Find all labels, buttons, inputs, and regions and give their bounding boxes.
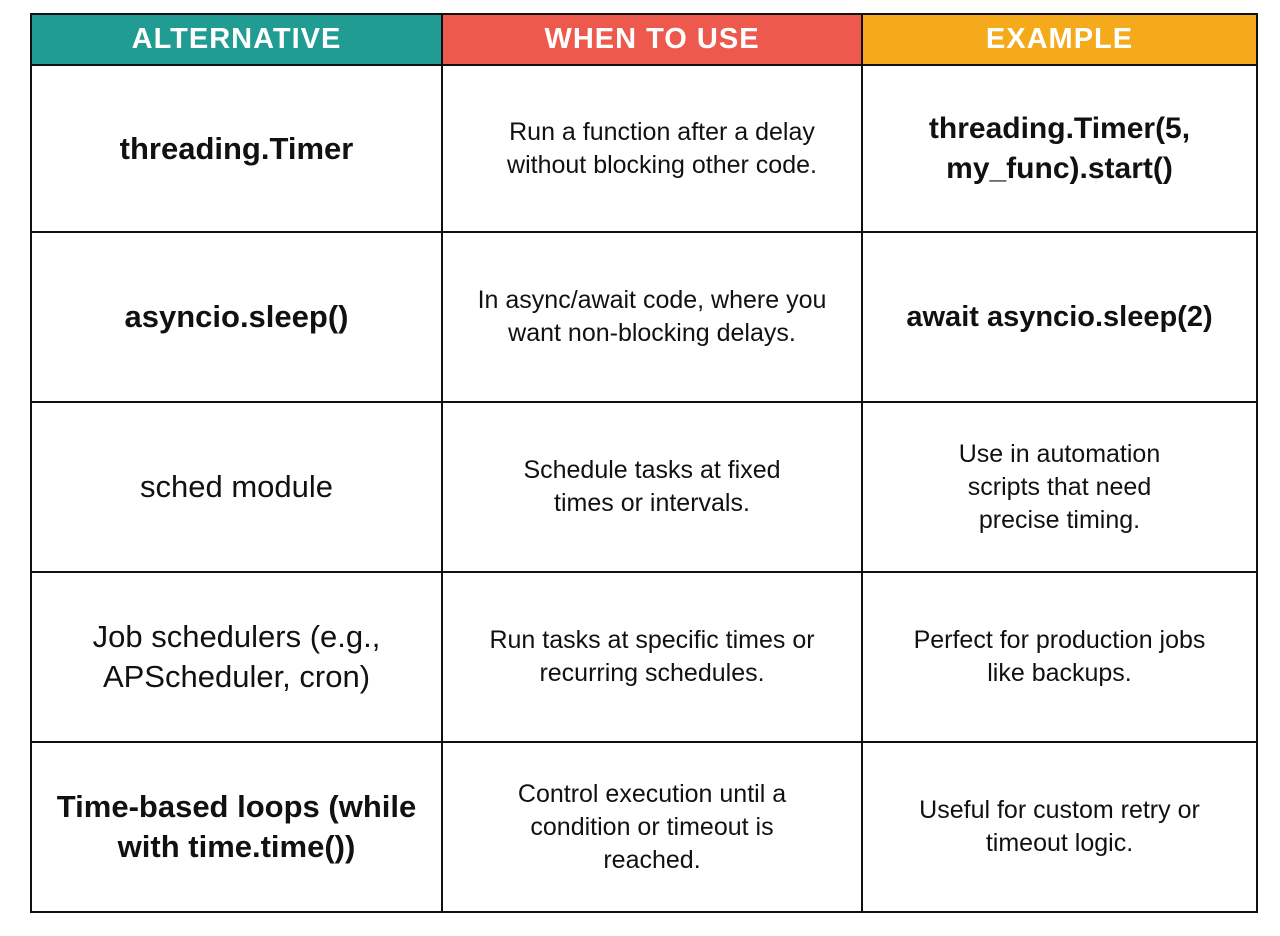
table-cell-example: [863, 403, 1256, 573]
when-text: Schedule tasks at fixed times or intervals.: [523, 456, 781, 517]
table-cell-alternative: [32, 233, 443, 403]
table-cell-alternative: [32, 573, 443, 743]
example-text: threading.Timer(5, my_func).start(): [928, 111, 1191, 185]
when-text: Run tasks at specific times or recurring schedules.: [489, 626, 815, 687]
when-text: Control execution until a condition or timeout is reached.: [517, 779, 787, 874]
table-cell-alternative: [32, 403, 443, 573]
table-cell-example: [863, 66, 1256, 233]
table-cell-when: [443, 403, 863, 573]
header-alternative: ALTERNATIVE: [32, 15, 443, 66]
alternative-text: Job schedulers (e.g., APScheduler, cron): [92, 619, 381, 694]
alternative-text: threading.Timer: [119, 130, 354, 166]
table-cell-when: [443, 573, 863, 743]
table-cell-when: [443, 66, 863, 233]
table-cell-alternative: [32, 743, 443, 911]
example-text: Perfect for production jobs like backups.: [913, 626, 1206, 687]
example-text: Useful for custom retry or timeout logic.: [919, 796, 1200, 857]
example-text: Use in automation scripts that need precise timing.: [958, 439, 1161, 534]
alternative-text: asyncio.sleep(): [124, 299, 349, 334]
header-when-to-use: WHEN TO USE: [443, 15, 863, 66]
when-text: Run a function after a delay without blocking other code.: [507, 117, 817, 179]
alternatives-table: [30, 13, 1258, 913]
alternative-text: sched module: [139, 469, 333, 504]
table-cell-example: [863, 233, 1256, 403]
alternative-text: Time-based loops (while with time.time()): [56, 789, 417, 864]
table-cell-example: [863, 743, 1256, 911]
table-cell-when: [443, 743, 863, 911]
table-cell-example: [863, 573, 1256, 743]
example-text: await asyncio.sleep(2): [906, 301, 1213, 333]
table-cell-alternative: [32, 66, 443, 233]
when-text: In async/await code, where you want non-blocking delays.: [477, 286, 827, 347]
header-example: EXAMPLE: [863, 15, 1256, 66]
table-cell-when: [443, 233, 863, 403]
